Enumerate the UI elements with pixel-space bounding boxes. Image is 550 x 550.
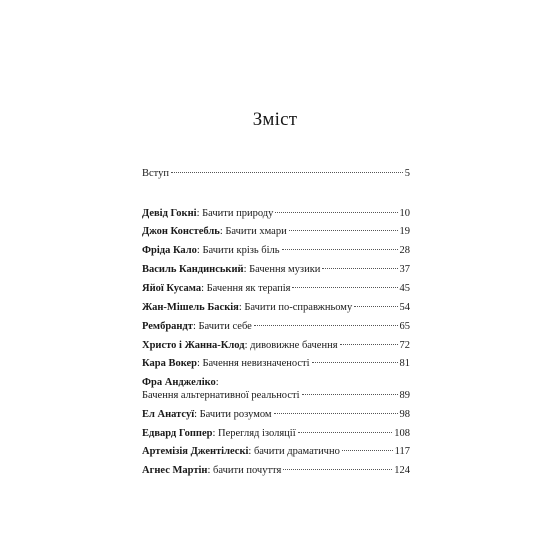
toc-entry-title: : дивовижне бачення [244,340,338,351]
toc-entry [142,427,410,440]
toc-entry-title: : Бачення як терапія [201,283,291,294]
toc-page-number: 19 [399,226,410,237]
toc-entry [142,263,410,276]
toc-entry [142,282,410,295]
toc-page-number: 117 [394,446,410,457]
toc-entry-title: Бачення альтернативної реальності [142,390,300,401]
dot-leader [312,362,398,363]
toc-entry-author-line [142,376,410,389]
toc-entry-title: : Бачити крізь біль [196,245,280,256]
toc-page-number: 10 [399,208,410,219]
toc-entry-title: : Бачити розумом [194,409,272,420]
toc-entry-title: : бачити почуття [207,465,282,476]
toc-page-number: 108 [394,428,410,439]
toc-entry-title: : Бачити по-справжньому [238,302,353,313]
toc-page-number: 54 [399,302,410,313]
toc-entry [142,389,410,402]
toc-entry-author: Артемізія Джентілескі [142,446,249,457]
toc-page-number: 28 [399,245,410,256]
dot-leader [340,344,398,345]
toc-entry-title: : бачити драматично [248,446,340,457]
toc-entry-author: Яйої Кусама [142,283,202,294]
dot-leader [274,413,398,414]
toc-entry [142,207,410,220]
toc-entry [142,301,410,314]
toc-entry-author: Девід Гокні [142,208,197,219]
dot-leader [322,268,397,269]
toc-entry [142,225,410,238]
toc-page-number: 98 [399,409,410,420]
toc-entry-title: : Бачити себе [192,321,252,332]
toc-page-number: 65 [399,321,410,332]
toc-entry-intro [142,167,410,180]
toc-entry-author: Фра Анджеліко [142,377,216,388]
toc-entry [142,339,410,352]
dot-leader [254,325,398,326]
toc-entry [142,408,410,421]
toc-entry-author: Христо і Жанна-Клод [142,340,245,351]
dot-leader [289,230,398,231]
toc-page-number: 37 [399,264,410,275]
toc-entry-author: Агнес Мартін [142,465,208,476]
toc-entry-title: : Бачити природу [196,208,274,219]
toc-entry-author: Джон Констебль [142,226,220,237]
dot-leader [298,432,393,433]
toc-entry [142,244,410,257]
toc-entry [142,445,410,458]
toc-page-number: 45 [399,283,410,294]
toc-page-number: 81 [399,358,410,369]
toc-entry-title: : Бачити хмари [219,226,287,237]
dot-leader [342,450,393,451]
toc-entry-title: Вступ [142,168,169,179]
toc-entry [142,464,410,477]
toc-entry-author: Жан-Мішель Баскія [142,302,239,313]
toc-entry-author: Кара Вокер [142,358,197,369]
toc-page-number: 89 [399,390,410,401]
dot-leader [354,306,397,307]
toc-entry-author: Ел Анатсуї [142,409,195,420]
toc-entry-title: : Бачення музики [243,264,321,275]
dot-leader [292,287,397,288]
dot-leader [282,249,398,250]
toc-page-number: 124 [394,465,410,476]
toc-entry [142,320,410,333]
dot-leader [302,394,398,395]
page-title: Зміст [252,109,298,130]
dot-leader [283,469,392,470]
toc-entry-title: : Бачення невизначеності [196,358,310,369]
toc-entry-author: Фріда Кало [142,245,197,256]
toc-entry-author: Василь Кандинський [142,264,244,275]
dot-leader [171,172,403,173]
toc-entry-title: : Перегляд ізоляції [212,428,296,439]
toc-entry-title-prefix: : [215,377,219,388]
toc-page-number: 5 [404,168,410,179]
toc-entry-author: Рембрандт [142,321,193,332]
toc-entry-author: Едвард Гоппер [142,428,213,439]
toc-entry [142,357,410,370]
dot-leader [275,212,397,213]
toc-page-number: 72 [399,340,410,351]
